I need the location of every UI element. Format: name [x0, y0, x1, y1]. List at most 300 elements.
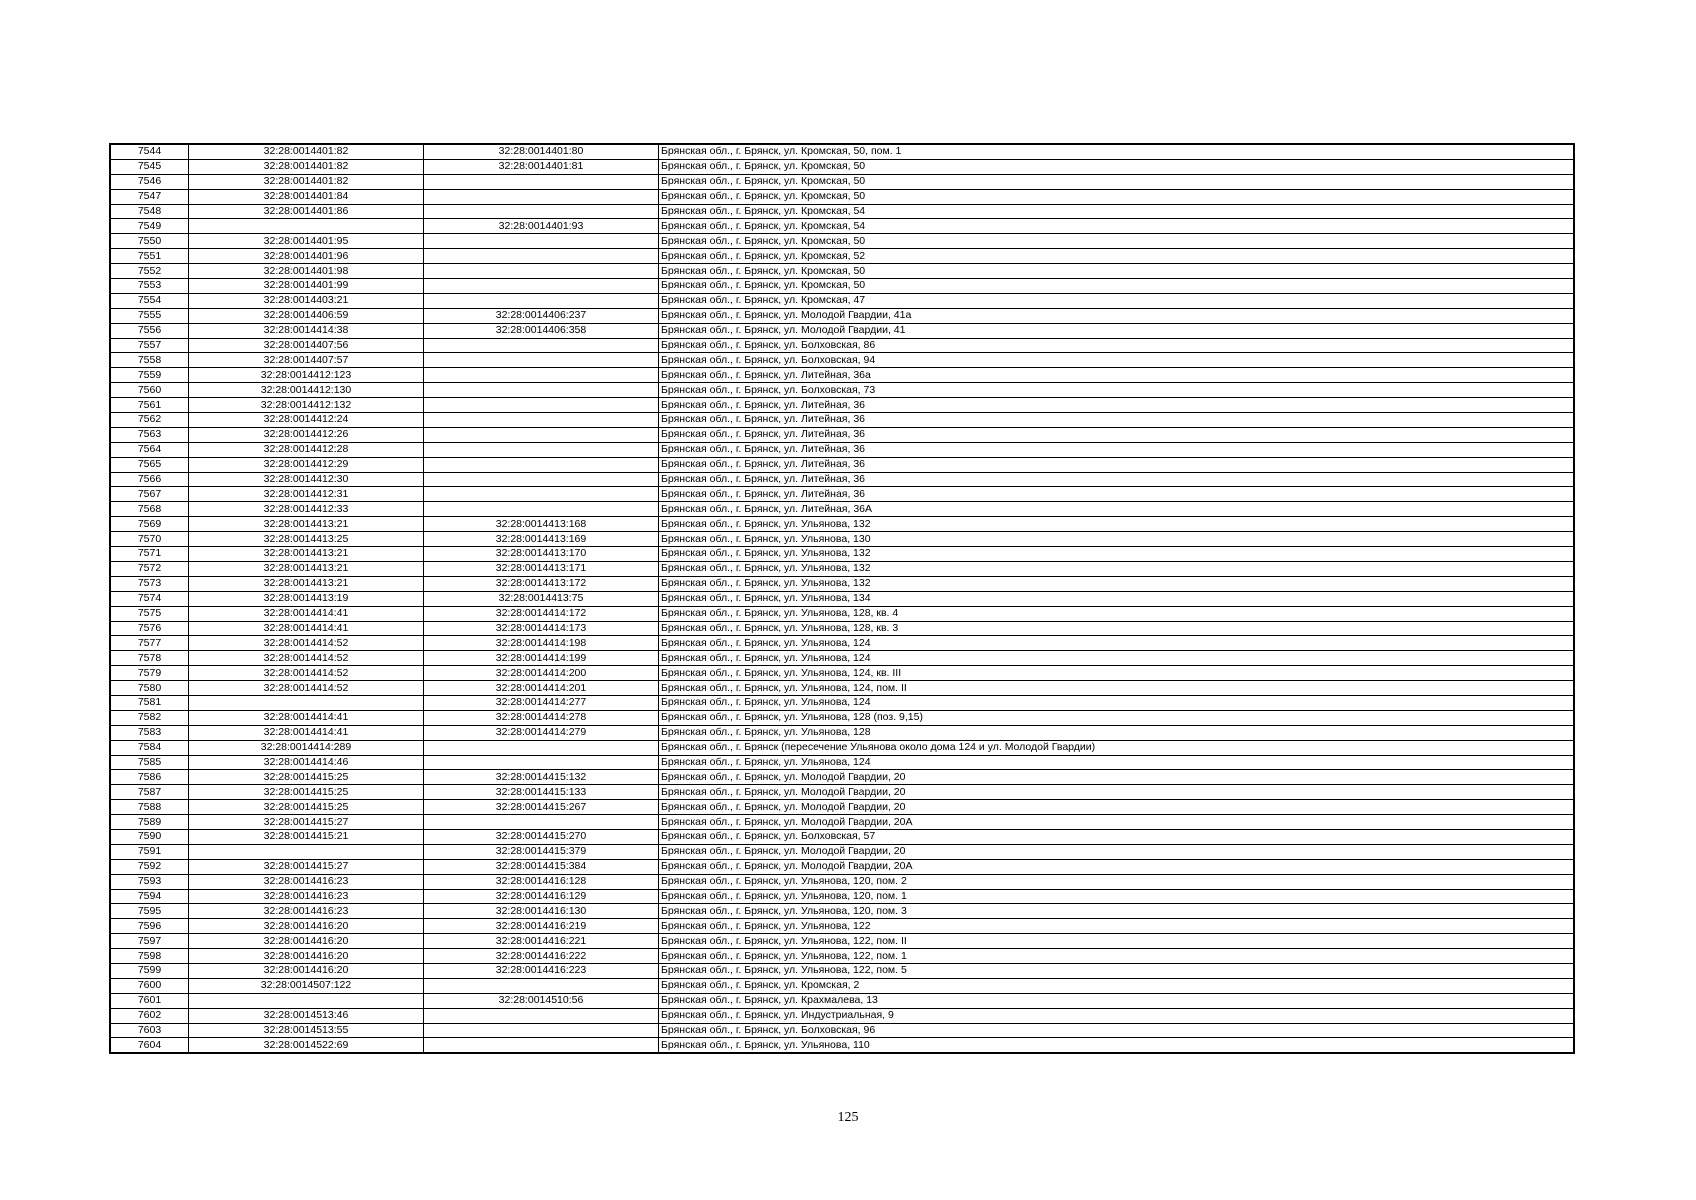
cadastral-number-cell: 32:28:0014412:29: [189, 457, 424, 472]
address-cell: Брянская обл., г. Брянск, ул. Ульянова, 122, пом. 5: [659, 963, 1575, 978]
address-cell: Брянская обл., г. Брянск, ул. Литейная, 36: [659, 457, 1575, 472]
row-number-cell: 7545: [110, 159, 189, 174]
cadastral-number-cell: 32:28:0014513:55: [189, 1023, 424, 1038]
address-cell: Брянская обл., г. Брянск, ул. Литейная, 36: [659, 398, 1575, 413]
cadastral-number-cell: 32:28:0014401:98: [189, 264, 424, 279]
address-cell: Брянская обл., г. Брянск, ул. Ульянова, 124: [659, 755, 1575, 770]
address-cell: Брянская обл., г. Брянск, ул. Ульянова, 122: [659, 919, 1575, 934]
object-cadastral-number-cell: [424, 234, 659, 249]
row-number-cell: 7590: [110, 829, 189, 844]
object-cadastral-number-cell: 32:28:0014413:171: [424, 561, 659, 576]
object-cadastral-number-cell: 32:28:0014414:201: [424, 681, 659, 696]
address-cell: Брянская обл., г. Брянск (пересечение Ульянова около дома 124 и ул. Молодой Гвардии): [659, 740, 1575, 755]
object-cadastral-number-cell: [424, 815, 659, 830]
object-cadastral-number-cell: 32:28:0014413:169: [424, 532, 659, 547]
row-number-cell: 7576: [110, 621, 189, 636]
address-cell: Брянская обл., г. Брянск, ул. Ульянова, 120, пом. 2: [659, 874, 1575, 889]
table-row: [110, 651, 1574, 666]
object-cadastral-number-cell: [424, 279, 659, 294]
table-row: [110, 934, 1574, 949]
object-cadastral-number-cell: 32:28:0014406:237: [424, 308, 659, 323]
cadastral-number-cell: 32:28:0014507:122: [189, 978, 424, 993]
table-row: [110, 323, 1574, 338]
object-cadastral-number-cell: 32:28:0014415:267: [424, 800, 659, 815]
address-cell: Брянская обл., г. Брянск, ул. Ульянова, 110: [659, 1038, 1575, 1053]
row-number-cell: 7589: [110, 815, 189, 830]
table-row: [110, 368, 1574, 383]
table-row: [110, 264, 1574, 279]
row-number-cell: 7557: [110, 338, 189, 353]
row-number-cell: 7559: [110, 368, 189, 383]
row-number-cell: 7544: [110, 144, 189, 159]
table-row: [110, 844, 1574, 859]
table-row: [110, 710, 1574, 725]
row-number-cell: 7599: [110, 963, 189, 978]
row-number-cell: 7558: [110, 353, 189, 368]
cadastral-number-cell: 32:28:0014416:23: [189, 889, 424, 904]
registry-table: [109, 143, 1575, 1054]
object-cadastral-number-cell: [424, 427, 659, 442]
table-row: [110, 859, 1574, 874]
row-number-cell: 7569: [110, 517, 189, 532]
cadastral-number-cell: 32:28:0014415:21: [189, 829, 424, 844]
cadastral-number-cell: 32:28:0014416:23: [189, 904, 424, 919]
cadastral-number-cell: 32:28:0014412:33: [189, 502, 424, 517]
row-number-cell: 7600: [110, 978, 189, 993]
table-row: [110, 472, 1574, 487]
object-cadastral-number-cell: 32:28:0014413:168: [424, 517, 659, 532]
table-row: [110, 681, 1574, 696]
address-cell: Брянская обл., г. Брянск, ул. Крахмалева, 13: [659, 993, 1575, 1008]
row-number-cell: 7562: [110, 413, 189, 428]
table-row: [110, 889, 1574, 904]
address-cell: Брянская обл., г. Брянск, ул. Ульянова, 132: [659, 517, 1575, 532]
address-cell: Брянская обл., г. Брянск, ул. Болховская, 94: [659, 353, 1575, 368]
cadastral-number-cell: [189, 844, 424, 859]
object-cadastral-number-cell: [424, 189, 659, 204]
row-number-cell: 7596: [110, 919, 189, 934]
table-row: [110, 383, 1574, 398]
row-number-cell: 7567: [110, 487, 189, 502]
table-row: [110, 993, 1574, 1008]
object-cadastral-number-cell: 32:28:0014415:132: [424, 770, 659, 785]
row-number-cell: 7575: [110, 606, 189, 621]
object-cadastral-number-cell: [424, 487, 659, 502]
row-number-cell: 7585: [110, 755, 189, 770]
object-cadastral-number-cell: 32:28:0014416:223: [424, 963, 659, 978]
row-number-cell: 7571: [110, 547, 189, 562]
object-cadastral-number-cell: [424, 442, 659, 457]
cadastral-number-cell: 32:28:0014401:99: [189, 279, 424, 294]
object-cadastral-number-cell: 32:28:0014413:170: [424, 547, 659, 562]
cadastral-number-cell: 32:28:0014415:25: [189, 770, 424, 785]
cadastral-number-cell: 32:28:0014413:21: [189, 576, 424, 591]
object-cadastral-number-cell: 32:28:0014414:199: [424, 651, 659, 666]
address-cell: Брянская обл., г. Брянск, ул. Ульянова, 132: [659, 561, 1575, 576]
cadastral-number-cell: 32:28:0014412:31: [189, 487, 424, 502]
row-number-cell: 7554: [110, 293, 189, 308]
object-cadastral-number-cell: 32:28:0014416:129: [424, 889, 659, 904]
row-number-cell: 7549: [110, 219, 189, 234]
address-cell: Брянская обл., г. Брянск, ул. Кромская, 52: [659, 249, 1575, 264]
row-number-cell: 7597: [110, 934, 189, 949]
table-row: [110, 770, 1574, 785]
object-cadastral-number-cell: [424, 1008, 659, 1023]
cadastral-number-cell: [189, 695, 424, 710]
object-cadastral-number-cell: 32:28:0014414:198: [424, 636, 659, 651]
object-cadastral-number-cell: 32:28:0014414:278: [424, 710, 659, 725]
address-cell: Брянская обл., г. Брянск, ул. Ульянова, 120, пом. 3: [659, 904, 1575, 919]
object-cadastral-number-cell: [424, 398, 659, 413]
address-cell: Брянская обл., г. Брянск, ул. Кромская, 54: [659, 219, 1575, 234]
object-cadastral-number-cell: 32:28:0014415:384: [424, 859, 659, 874]
table-row: [110, 919, 1574, 934]
cadastral-number-cell: 32:28:0014412:123: [189, 368, 424, 383]
address-cell: Брянская обл., г. Брянск, ул. Литейная, 36: [659, 413, 1575, 428]
row-number-cell: 7547: [110, 189, 189, 204]
table-row: [110, 338, 1574, 353]
table-row: [110, 815, 1574, 830]
row-number-cell: 7555: [110, 308, 189, 323]
object-cadastral-number-cell: [424, 264, 659, 279]
object-cadastral-number-cell: 32:28:0014415:133: [424, 785, 659, 800]
object-cadastral-number-cell: 32:28:0014401:93: [424, 219, 659, 234]
row-number-cell: 7565: [110, 457, 189, 472]
table-row: [110, 963, 1574, 978]
address-cell: Брянская обл., г. Брянск, ул. Ульянова, 122, пом. 1: [659, 949, 1575, 964]
cadastral-number-cell: 32:28:0014415:27: [189, 859, 424, 874]
object-cadastral-number-cell: [424, 755, 659, 770]
row-number-cell: 7598: [110, 949, 189, 964]
object-cadastral-number-cell: [424, 740, 659, 755]
object-cadastral-number-cell: 32:28:0014414:279: [424, 725, 659, 740]
table-row: [110, 457, 1574, 472]
table-row: [110, 636, 1574, 651]
row-number-cell: 7564: [110, 442, 189, 457]
address-cell: Брянская обл., г. Брянск, ул. Литейная, 36а: [659, 368, 1575, 383]
row-number-cell: 7594: [110, 889, 189, 904]
cadastral-number-cell: 32:28:0014414:41: [189, 606, 424, 621]
table-row: [110, 1038, 1574, 1053]
address-cell: Брянская обл., г. Брянск, ул. Ульянова, 124: [659, 651, 1575, 666]
object-cadastral-number-cell: 32:28:0014414:200: [424, 666, 659, 681]
object-cadastral-number-cell: 32:28:0014413:75: [424, 591, 659, 606]
row-number-cell: 7548: [110, 204, 189, 219]
table-row: [110, 487, 1574, 502]
table-row: [110, 695, 1574, 710]
address-cell: Брянская обл., г. Брянск, ул. Ульянова, 128, кв. 4: [659, 606, 1575, 621]
row-number-cell: 7601: [110, 993, 189, 1008]
row-number-cell: 7553: [110, 279, 189, 294]
cadastral-number-cell: [189, 993, 424, 1008]
cadastral-number-cell: 32:28:0014414:41: [189, 725, 424, 740]
object-cadastral-number-cell: [424, 978, 659, 993]
table-row: [110, 234, 1574, 249]
cadastral-number-cell: 32:28:0014414:46: [189, 755, 424, 770]
object-cadastral-number-cell: [424, 368, 659, 383]
table-row: [110, 398, 1574, 413]
table-row: [110, 829, 1574, 844]
table-row: [110, 561, 1574, 576]
cadastral-number-cell: 32:28:0014414:52: [189, 651, 424, 666]
cadastral-number-cell: 32:28:0014412:30: [189, 472, 424, 487]
row-number-cell: 7572: [110, 561, 189, 576]
row-number-cell: 7583: [110, 725, 189, 740]
cadastral-number-cell: 32:28:0014416:20: [189, 949, 424, 964]
cadastral-number-cell: 32:28:0014401:95: [189, 234, 424, 249]
table-row: [110, 725, 1574, 740]
address-cell: Брянская обл., г. Брянск, ул. Ульянова, 124, пом. II: [659, 681, 1575, 696]
address-cell: Брянская обл., г. Брянск, ул. Молодой Гвардии, 20: [659, 844, 1575, 859]
object-cadastral-number-cell: [424, 1038, 659, 1053]
table-row: [110, 442, 1574, 457]
object-cadastral-number-cell: 32:28:0014416:219: [424, 919, 659, 934]
object-cadastral-number-cell: [424, 338, 659, 353]
row-number-cell: 7588: [110, 800, 189, 815]
row-number-cell: 7574: [110, 591, 189, 606]
address-cell: Брянская обл., г. Брянск, ул. Ульянова, 124, кв. III: [659, 666, 1575, 681]
object-cadastral-number-cell: 32:28:0014416:222: [424, 949, 659, 964]
cadastral-number-cell: 32:28:0014412:132: [189, 398, 424, 413]
table-row: [110, 413, 1574, 428]
cadastral-number-cell: 32:28:0014407:57: [189, 353, 424, 368]
table-row: [110, 576, 1574, 591]
cadastral-number-cell: [189, 219, 424, 234]
cadastral-number-cell: 32:28:0014412:130: [189, 383, 424, 398]
cadastral-number-cell: 32:28:0014415:25: [189, 785, 424, 800]
table-row: [110, 532, 1574, 547]
table-row: [110, 874, 1574, 889]
table-row: [110, 279, 1574, 294]
table-row: [110, 517, 1574, 532]
address-cell: Брянская обл., г. Брянск, ул. Болховская, 57: [659, 829, 1575, 844]
cadastral-number-cell: 32:28:0014414:41: [189, 710, 424, 725]
cadastral-number-cell: 32:28:0014401:96: [189, 249, 424, 264]
cadastral-number-cell: 32:28:0014416:20: [189, 963, 424, 978]
row-number-cell: 7551: [110, 249, 189, 264]
row-number-cell: 7550: [110, 234, 189, 249]
cadastral-number-cell: 32:28:0014513:46: [189, 1008, 424, 1023]
address-cell: Брянская обл., г. Брянск, ул. Литейная, 36: [659, 487, 1575, 502]
address-cell: Брянская обл., г. Брянск, ул. Кромская, 50: [659, 264, 1575, 279]
row-number-cell: 7593: [110, 874, 189, 889]
cadastral-number-cell: 32:28:0014401:82: [189, 174, 424, 189]
object-cadastral-number-cell: 32:28:0014415:379: [424, 844, 659, 859]
row-number-cell: 7570: [110, 532, 189, 547]
cadastral-number-cell: 32:28:0014401:86: [189, 204, 424, 219]
object-cadastral-number-cell: [424, 293, 659, 308]
address-cell: Брянская обл., г. Брянск, ул. Ульянова, 128, кв. 3: [659, 621, 1575, 636]
address-cell: Брянская обл., г. Брянск, ул. Кромская, 50: [659, 174, 1575, 189]
row-number-cell: 7563: [110, 427, 189, 442]
row-number-cell: 7602: [110, 1008, 189, 1023]
cadastral-number-cell: 32:28:0014414:41: [189, 621, 424, 636]
table-row: [110, 353, 1574, 368]
cadastral-number-cell: 32:28:0014414:52: [189, 636, 424, 651]
cadastral-number-cell: 32:28:0014401:84: [189, 189, 424, 204]
cadastral-number-cell: 32:28:0014414:52: [189, 681, 424, 696]
cadastral-number-cell: 32:28:0014415:25: [189, 800, 424, 815]
address-cell: Брянская обл., г. Брянск, ул. Молодой Гвардии, 20: [659, 770, 1575, 785]
object-cadastral-number-cell: 32:28:0014414:277: [424, 695, 659, 710]
address-cell: Брянская обл., г. Брянск, ул. Ульянова, 128: [659, 725, 1575, 740]
address-cell: Брянская обл., г. Брянск, ул. Молодой Гвардии, 20А: [659, 859, 1575, 874]
object-cadastral-number-cell: [424, 353, 659, 368]
object-cadastral-number-cell: 32:28:0014510:56: [424, 993, 659, 1008]
table-row: [110, 308, 1574, 323]
address-cell: Брянская обл., г. Брянск, ул. Ульянова, 132: [659, 547, 1575, 562]
object-cadastral-number-cell: [424, 457, 659, 472]
table-row: [110, 785, 1574, 800]
address-cell: Брянская обл., г. Брянск, ул. Молодой Гвардии, 41а: [659, 308, 1575, 323]
address-cell: Брянская обл., г. Брянск, ул. Ульянова, 120, пом. 1: [659, 889, 1575, 904]
table-row: [110, 189, 1574, 204]
object-cadastral-number-cell: 32:28:0014401:81: [424, 159, 659, 174]
table-row: [110, 547, 1574, 562]
cadastral-number-cell: 32:28:0014413:19: [189, 591, 424, 606]
address-cell: Брянская обл., г. Брянск, ул. Литейная, 36: [659, 472, 1575, 487]
cadastral-number-cell: 32:28:0014416:20: [189, 919, 424, 934]
address-cell: Брянская обл., г. Брянск, ул. Молодой Гвардии, 20: [659, 785, 1575, 800]
object-cadastral-number-cell: 32:28:0014416:221: [424, 934, 659, 949]
table-row: [110, 204, 1574, 219]
page-number: 125: [837, 1110, 859, 1125]
table-row: [110, 740, 1574, 755]
row-number-cell: 7556: [110, 323, 189, 338]
object-cadastral-number-cell: 32:28:0014414:172: [424, 606, 659, 621]
table-row: [110, 159, 1574, 174]
address-cell: Брянская обл., г. Брянск, ул. Болховская, 96: [659, 1023, 1575, 1038]
address-cell: Брянская обл., г. Брянск, ул. Кромская, 2: [659, 978, 1575, 993]
address-cell: Брянская обл., г. Брянск, ул. Литейная, 36А: [659, 502, 1575, 517]
row-number-cell: 7579: [110, 666, 189, 681]
table-row: [110, 978, 1574, 993]
object-cadastral-number-cell: [424, 502, 659, 517]
cadastral-number-cell: 32:28:0014412:26: [189, 427, 424, 442]
row-number-cell: 7586: [110, 770, 189, 785]
address-cell: Брянская обл., г. Брянск, ул. Литейная, 36: [659, 427, 1575, 442]
address-cell: Брянская обл., г. Брянск, ул. Литейная, 36: [659, 442, 1575, 457]
cadastral-number-cell: 32:28:0014401:82: [189, 159, 424, 174]
table-row: [110, 144, 1574, 159]
row-number-cell: 7560: [110, 383, 189, 398]
cadastral-number-cell: 32:28:0014413:25: [189, 532, 424, 547]
row-number-cell: 7577: [110, 636, 189, 651]
table-row: [110, 1008, 1574, 1023]
row-number-cell: 7573: [110, 576, 189, 591]
object-cadastral-number-cell: [424, 174, 659, 189]
row-number-cell: 7566: [110, 472, 189, 487]
table-row: [110, 249, 1574, 264]
row-number-cell: 7604: [110, 1038, 189, 1053]
address-cell: Брянская обл., г. Брянск, ул. Индустриальная, 9: [659, 1008, 1575, 1023]
row-number-cell: 7546: [110, 174, 189, 189]
address-cell: Брянская обл., г. Брянск, ул. Кромская, 54: [659, 204, 1575, 219]
object-cadastral-number-cell: 32:28:0014406:358: [424, 323, 659, 338]
address-cell: Брянская обл., г. Брянск, ул. Ульянова, 134: [659, 591, 1575, 606]
address-cell: Брянская обл., г. Брянск, ул. Кромская, 50: [659, 189, 1575, 204]
table-row: [110, 502, 1574, 517]
cadastral-number-cell: 32:28:0014413:21: [189, 561, 424, 576]
row-number-cell: 7578: [110, 651, 189, 666]
object-cadastral-number-cell: 32:28:0014414:173: [424, 621, 659, 636]
object-cadastral-number-cell: [424, 204, 659, 219]
address-cell: Брянская обл., г. Брянск, ул. Молодой Гвардии, 20: [659, 800, 1575, 815]
table-row: [110, 427, 1574, 442]
object-cadastral-number-cell: [424, 249, 659, 264]
address-cell: Брянская обл., г. Брянск, ул. Кромская, 50, пом. 1: [659, 144, 1575, 159]
address-cell: Брянская обл., г. Брянск, ул. Ульянова, 124: [659, 695, 1575, 710]
row-number-cell: 7580: [110, 681, 189, 696]
address-cell: Брянская обл., г. Брянск, ул. Кромская, 50: [659, 234, 1575, 249]
table-row: [110, 800, 1574, 815]
table-row: [110, 621, 1574, 636]
table-row: [110, 1023, 1574, 1038]
address-cell: Брянская обл., г. Брянск, ул. Болховская, 73: [659, 383, 1575, 398]
table-row: [110, 174, 1574, 189]
table-row: [110, 904, 1574, 919]
row-number-cell: 7595: [110, 904, 189, 919]
object-cadastral-number-cell: 32:28:0014401:80: [424, 144, 659, 159]
address-cell: Брянская обл., г. Брянск, ул. Кромская, 47: [659, 293, 1575, 308]
object-cadastral-number-cell: [424, 1023, 659, 1038]
cadastral-number-cell: 32:28:0014403:21: [189, 293, 424, 308]
address-cell: Брянская обл., г. Брянск, ул. Ульянова, 130: [659, 532, 1575, 547]
address-cell: Брянская обл., г. Брянск, ул. Кромская, 50: [659, 279, 1575, 294]
cadastral-number-cell: 32:28:0014406:59: [189, 308, 424, 323]
registry-table-body: [110, 144, 1574, 1053]
address-cell: Брянская обл., г. Брянск, ул. Ульянова, 132: [659, 576, 1575, 591]
row-number-cell: 7552: [110, 264, 189, 279]
table-row: [110, 949, 1574, 964]
row-number-cell: 7568: [110, 502, 189, 517]
row-number-cell: 7582: [110, 710, 189, 725]
table-row: [110, 219, 1574, 234]
address-cell: Брянская обл., г. Брянск, ул. Кромская, 50: [659, 159, 1575, 174]
address-cell: Брянская обл., г. Брянск, ул. Ульянова, 124: [659, 636, 1575, 651]
row-number-cell: 7561: [110, 398, 189, 413]
table-row: [110, 293, 1574, 308]
object-cadastral-number-cell: [424, 413, 659, 428]
cadastral-number-cell: 32:28:0014415:27: [189, 815, 424, 830]
cadastral-number-cell: 32:28:0014416:23: [189, 874, 424, 889]
table-row: [110, 666, 1574, 681]
table-row: [110, 606, 1574, 621]
cadastral-number-cell: 32:28:0014414:38: [189, 323, 424, 338]
row-number-cell: 7592: [110, 859, 189, 874]
object-cadastral-number-cell: 32:28:0014413:172: [424, 576, 659, 591]
address-cell: Брянская обл., г. Брянск, ул. Молодой Гвардии, 20А: [659, 815, 1575, 830]
row-number-cell: 7603: [110, 1023, 189, 1038]
address-cell: Брянская обл., г. Брянск, ул. Ульянова, 122, пом. II: [659, 934, 1575, 949]
cadastral-number-cell: 32:28:0014416:20: [189, 934, 424, 949]
row-number-cell: 7584: [110, 740, 189, 755]
object-cadastral-number-cell: [424, 383, 659, 398]
cadastral-number-cell: 32:28:0014412:24: [189, 413, 424, 428]
object-cadastral-number-cell: 32:28:0014416:128: [424, 874, 659, 889]
cadastral-number-cell: 32:28:0014407:56: [189, 338, 424, 353]
row-number-cell: 7581: [110, 695, 189, 710]
address-cell: Брянская обл., г. Брянск, ул. Болховская, 86: [659, 338, 1575, 353]
cadastral-number-cell: 32:28:0014413:21: [189, 517, 424, 532]
cadastral-number-cell: 32:28:0014414:52: [189, 666, 424, 681]
object-cadastral-number-cell: 32:28:0014416:130: [424, 904, 659, 919]
row-number-cell: 7591: [110, 844, 189, 859]
cadastral-number-cell: 32:28:0014401:82: [189, 144, 424, 159]
table-row: [110, 755, 1574, 770]
cadastral-number-cell: 32:28:0014414:289: [189, 740, 424, 755]
cadastral-number-cell: 32:28:0014413:21: [189, 547, 424, 562]
